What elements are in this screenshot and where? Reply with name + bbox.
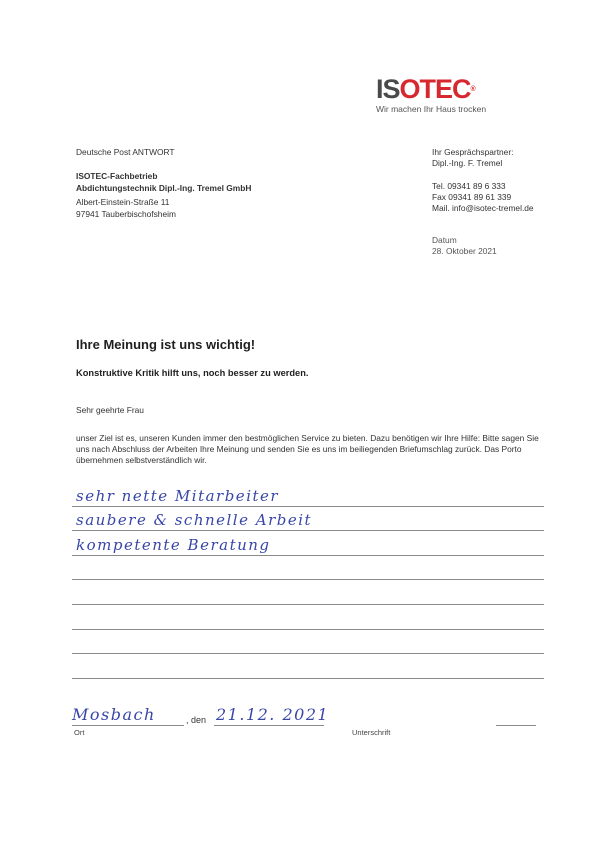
page-subtitle: Konstruktive Kritik hilft uns, noch besser zu werden. xyxy=(76,368,309,378)
company-line-2: Abdichtungstechnik Dipl.-Ing. Tremel GmbH xyxy=(76,183,252,193)
feedback-line[interactable] xyxy=(72,556,544,581)
feedback-handwriting: sehr nette Mitarbeiter xyxy=(76,486,280,505)
letter-date: 28. Oktober 2021 xyxy=(432,246,497,256)
reply-line: Deutsche Post ANTWORT xyxy=(76,147,175,157)
feedback-line[interactable] xyxy=(72,507,544,532)
body-text: unser Ziel ist es, unseren Kunden immer den bestmöglichen Service zu bieten. Dazu benötigen wir Ihre Hilfe: Bitte sagen Sie uns nach Abschluss der Arbeiten Ihre Meinung und senden Sie es uns im beiliegenden Briefumschlag zurück. Das Porto übernehmen selbstverständlich wir. xyxy=(76,433,539,465)
feedback-handwriting: saubere & schnelle Arbeit xyxy=(76,511,313,530)
salutation: Sehr geehrte Frau xyxy=(76,405,144,415)
contact-tel: Tel. 09341 89 6 333 xyxy=(432,181,506,191)
signature-line[interactable] xyxy=(496,725,536,726)
contact-fax: Fax 09341 89 61 339 xyxy=(432,192,512,202)
feedback-line[interactable] xyxy=(72,580,544,605)
contact-label: Ihr Gesprächspartner: xyxy=(432,147,514,157)
company-line-1: ISOTEC-Fachbetrieb xyxy=(76,171,158,181)
page-title: Ihre Meinung ist uns wichtig! xyxy=(76,337,256,352)
feedback-line[interactable] xyxy=(72,482,544,507)
logo-wordmark xyxy=(376,76,516,103)
city-address: 97941 Tauberbischofsheim xyxy=(76,209,176,219)
logo-text-o: O xyxy=(399,74,420,104)
logo-text-is: IS xyxy=(376,74,400,104)
feedback-line[interactable] xyxy=(72,654,544,679)
contact-mail: Mail. info@isotec-tremel.de xyxy=(432,203,534,213)
date-label: Datum xyxy=(432,235,457,245)
date-line[interactable] xyxy=(214,725,324,726)
den-label: , den xyxy=(186,715,207,725)
isotec-logo xyxy=(376,76,516,114)
registered-mark: ® xyxy=(470,86,475,93)
place-label: Ort xyxy=(74,728,85,737)
street-address: Albert-Einstein-Straße 11 xyxy=(76,197,170,207)
logo-tagline: Wir machen Ihr Haus trocken xyxy=(376,104,487,114)
feedback-area[interactable] xyxy=(72,482,544,679)
place-line[interactable] xyxy=(72,725,184,726)
feedback-line[interactable] xyxy=(72,605,544,630)
logo-text-tec: TEC xyxy=(419,74,471,104)
feedback-line[interactable] xyxy=(72,531,544,556)
contact-name: Dipl.-Ing. F. Tremel xyxy=(432,158,503,168)
feedback-handwriting: kompetente Beratung xyxy=(76,535,271,554)
writing-line xyxy=(72,678,544,679)
feedback-line[interactable] xyxy=(72,630,544,655)
signature-label: Unterschrift xyxy=(352,728,391,737)
place-handwriting: Mosbach xyxy=(72,705,156,724)
date-handwriting: 21.12. 2021 xyxy=(216,705,330,724)
